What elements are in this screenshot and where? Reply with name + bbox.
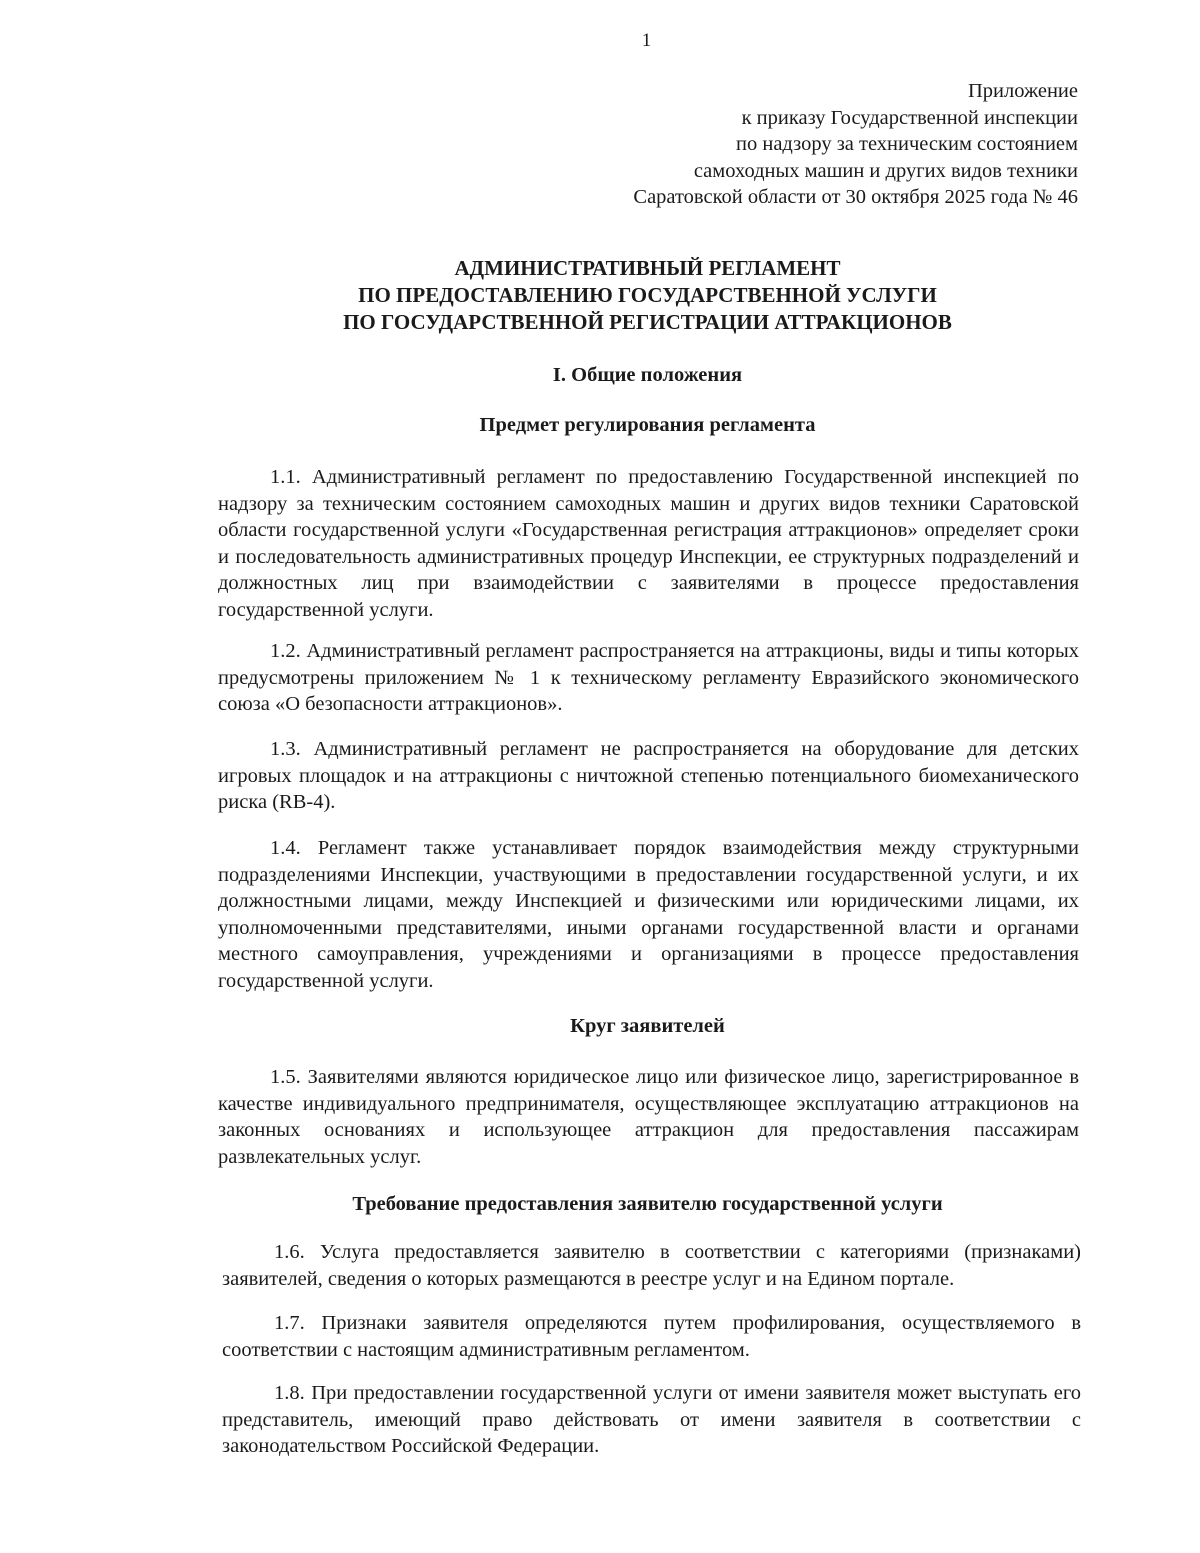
attachment-line: Приложение [967, 80, 1078, 102]
paragraph-1-7: 1.7. Признаки заявителя определяются путем профилирования, осуществляемого в соответствии с настоящим административным регламентом. [222, 1312, 1081, 1361]
title-line: ПО ПРЕДОСТАВЛЕНИЮ ГОСУДАРСТВЕННОЙ УСЛУГИ [358, 283, 937, 307]
paragraph-1-3: 1.3. Административный регламент не распространяется на оборудование для детских игровых площадок и на аттракционы с ничтожной степенью потенциального биомеханического риска (RB-4). [218, 738, 1079, 813]
paragraph-1-6: 1.6. Услуга предоставляется заявителю в соответствии с категориями (признаками) заявителей, сведения о которых размещаются в реестре услуг и на Едином портале. [222, 1241, 1081, 1290]
document-title [200, 255, 1095, 336]
paragraph-1-4: 1.4. Регламент также устанавливает порядок взаимодействия между структурными подразделениями Инспекции, участвующими в предоставлении государственной услуги, и их должностными лицами, между Инспекцией и физическими или юридическими лицами, их уполномоченными представителями, иными органами государственной власти и органами местного самоуправления, учреждениями и организациями в процессе предоставления государственной услуги. [218, 837, 1079, 992]
paragraph-1-2: 1.2. Административный регламент распространяется на аттракционы, виды и типы которых предусмотрены приложением № 1 к техническому регламенту Евразийского экономического союза «О безопасности аттракционов». [218, 640, 1079, 715]
paragraph-1-8: 1.8. При предоставлении государственной услуги от имени заявителя может выступать его представитель, имеющий право действовать от имени заявителя в соответствии с законодательством Российской Федерации. [222, 1382, 1081, 1457]
attachment-line: самоходных машин и других видов техники [693, 159, 1078, 182]
paragraph-1-5: 1.5. Заявителями являются юридическое лицо или физическое лицо, зарегистрированное в качестве индивидуального предпринимателя, осуществляющее эксплуатацию аттракционов на законных основаниях и использующее аттракцион для предоставления пассажирам развлекательных услуг. [218, 1066, 1079, 1168]
attachment-line: к приказу Государственной инспекции [741, 106, 1078, 129]
section-heading-requirement: Требование предоставления заявителю государственной услуги [352, 1193, 943, 1215]
attachment-block [633, 78, 1078, 211]
paragraph-1-1: 1.1. Административный регламент по предоставлению Государственной инспекцией по надзору за техническим состоянием самоходных машин и других видов техники Саратовской области государственной услуги «Государственная регистрация аттракционов» определяет сроки и последовательность административных процедур Инспекции, ее структурных подразделений и должностных лиц при взаимодействии с заявителями в процессе предоставления государственной услуги. [218, 466, 1079, 621]
section-heading-applicants: Круг заявителей [570, 1015, 725, 1037]
section-heading-general: I. Общие положения [552, 364, 743, 386]
page-number: 1 [641, 30, 652, 51]
attachment-line: по надзору за техническим состоянием [736, 133, 1078, 155]
title-line: ПО ГОСУДАРСТВЕННОЙ РЕГИСТРАЦИИ АТТРАКЦИОНОВ [343, 310, 952, 334]
section-heading-subject: Предмет регулирования регламента [479, 414, 816, 436]
title-line: АДМИНИСТРАТИВНЫЙ РЕГЛАМЕНТ [454, 256, 841, 280]
attachment-line: Саратовской области от 30 октября 2025 года № 46 [633, 186, 1078, 208]
